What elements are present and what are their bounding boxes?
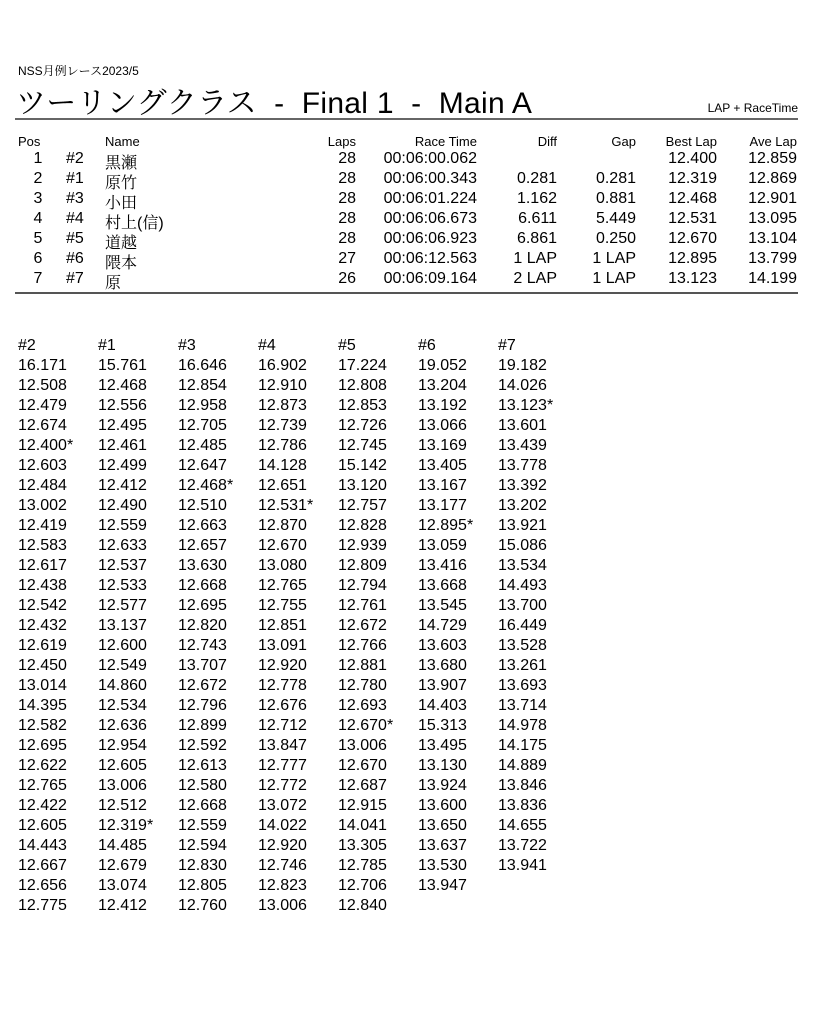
lap-time: 13.528 [498, 637, 547, 654]
lap-time: 12.840 [338, 897, 387, 914]
lap-time: 12.873 [258, 397, 307, 414]
lap-time: 12.695 [18, 737, 67, 754]
lap-time: 14.175 [498, 737, 547, 754]
cell-pos: 4 [33, 210, 43, 227]
lap-time: 12.531* [258, 497, 314, 514]
lap-time: 14.889 [498, 757, 547, 774]
lap-column-header: #7 [498, 337, 516, 354]
lap-time: 12.577 [98, 597, 147, 614]
lap-time: 12.556 [98, 397, 147, 414]
cell-pos: 6 [33, 250, 43, 267]
lap-time: 12.537 [98, 557, 147, 574]
lap-column-header: #6 [418, 337, 436, 354]
lap-time: 12.954 [98, 737, 147, 754]
col-laps: Laps [327, 134, 356, 149]
cell-num: #6 [66, 250, 84, 267]
lap-time: 13.091 [258, 637, 307, 654]
cell-gap: 1 LAP [592, 270, 636, 287]
lap-time: 12.670* [338, 717, 394, 734]
lap-time: 19.182 [498, 357, 547, 374]
lap-time: 12.830 [178, 857, 227, 874]
cell-gap: 0.881 [595, 190, 636, 207]
lap-time: 12.853 [338, 397, 387, 414]
lap-time: 14.860 [98, 677, 147, 694]
lap-time: 12.920 [258, 837, 307, 854]
lap-time: 12.910 [258, 377, 307, 394]
lap-time: 14.729 [418, 617, 467, 634]
lap-time: 12.778 [258, 677, 307, 694]
lap-time: 12.617 [18, 557, 67, 574]
lap-time: 12.805 [178, 877, 227, 894]
lap-time: 15.313 [418, 717, 467, 734]
lap-time: 12.485 [178, 437, 227, 454]
cell-best-lap: 12.670 [668, 230, 717, 247]
lap-time: 12.432 [18, 617, 67, 634]
lap-time: 13.261 [498, 657, 547, 674]
lap-time: 12.757 [338, 497, 387, 514]
lap-time: 12.676 [258, 697, 307, 714]
lap-time: 12.636 [98, 717, 147, 734]
lap-time: 13.921 [498, 517, 547, 534]
lap-time: 13.305 [338, 837, 387, 854]
lap-time: 13.169 [418, 437, 467, 454]
lap-time: 13.693 [498, 677, 547, 694]
lap-time: 12.679 [98, 857, 147, 874]
lap-time: 13.836 [498, 797, 547, 814]
lap-time: 16.646 [178, 357, 227, 374]
lap-time: 12.633 [98, 537, 147, 554]
cell-pos: 7 [33, 270, 43, 287]
lap-time: 13.006 [338, 737, 387, 754]
lap-time: 14.026 [498, 377, 547, 394]
lap-time: 12.594 [178, 837, 227, 854]
cell-race-time: 00:06:09.164 [383, 270, 477, 287]
lap-time: 12.668 [178, 577, 227, 594]
lap-time: 13.778 [498, 457, 547, 474]
col-race-time: Race Time [414, 134, 477, 149]
cell-name: 小田 [105, 195, 138, 212]
cell-laps: 28 [338, 230, 356, 247]
lap-time: 14.395 [18, 697, 67, 714]
lap-time: 12.755 [258, 597, 307, 614]
lap-time: 12.746 [258, 857, 307, 874]
lap-time: 12.619 [18, 637, 67, 654]
lap-column-header: #5 [338, 337, 356, 354]
table-row [0, 190, 820, 210]
lap-time: 12.915 [338, 797, 387, 814]
lap-time: 12.761 [338, 597, 387, 614]
lap-time: 12.712 [258, 717, 307, 734]
lap-column [498, 336, 578, 876]
lap-time: 13.439 [498, 437, 547, 454]
lap-time: 13.907 [418, 677, 467, 694]
lap-time: 19.052 [418, 357, 467, 374]
lap-time: 12.786 [258, 437, 307, 454]
lap-time: 13.495 [418, 737, 467, 754]
cell-ave-lap: 12.869 [748, 170, 797, 187]
lap-column-header: #3 [178, 337, 196, 354]
lap-time: 12.687 [338, 777, 387, 794]
lap-time: 12.412 [98, 897, 147, 914]
lap-time: 13.014 [18, 677, 67, 694]
cell-best-lap: 12.319 [668, 170, 717, 187]
lap-time: 12.622 [18, 757, 67, 774]
lap-time: 14.403 [418, 697, 467, 714]
lap-time: 12.533 [98, 577, 147, 594]
lap-time: 14.978 [498, 717, 547, 734]
cell-ave-lap: 13.799 [748, 250, 797, 267]
lap-time: 13.405 [418, 457, 467, 474]
cell-ave-lap: 12.901 [748, 190, 797, 207]
cell-diff: 0.281 [516, 170, 557, 187]
lap-column [178, 336, 258, 916]
lap-time: 13.530 [418, 857, 467, 874]
lap-time: 15.142 [338, 457, 387, 474]
lap-time: 12.603 [18, 457, 67, 474]
lap-time: 12.613 [178, 757, 227, 774]
cell-num: #2 [66, 150, 84, 167]
lap-column [418, 336, 498, 896]
lap-time: 12.760 [178, 897, 227, 914]
cell-name: 道越 [105, 235, 138, 252]
results-divider [15, 292, 798, 294]
cell-laps: 27 [338, 250, 356, 267]
lap-time: 12.672 [178, 677, 227, 694]
lap-time: 12.510 [178, 497, 227, 514]
lap-time: 12.794 [338, 577, 387, 594]
lap-time: 13.847 [258, 737, 307, 754]
lap-column [18, 336, 98, 916]
lap-time: 12.796 [178, 697, 227, 714]
lap-time: 12.674 [18, 417, 67, 434]
lap-time: 13.924 [418, 777, 467, 794]
lap-time: 13.123* [498, 397, 554, 414]
cell-race-time: 00:06:00.343 [383, 170, 477, 187]
lap-time: 13.947 [418, 877, 467, 894]
lap-time: 12.809 [338, 557, 387, 574]
cell-best-lap: 12.531 [668, 210, 717, 227]
cell-diff: 6.611 [518, 210, 557, 227]
lap-time: 12.777 [258, 757, 307, 774]
cell-gap: 0.281 [595, 170, 636, 187]
lap-time: 13.601 [498, 417, 547, 434]
lap-time: 13.714 [498, 697, 547, 714]
cell-diff: 6.861 [516, 230, 557, 247]
lap-time: 12.479 [18, 397, 67, 414]
lap-time: 13.700 [498, 597, 547, 614]
lap-column [338, 336, 418, 916]
cell-name: 原 [105, 275, 122, 292]
lap-time: 13.202 [498, 497, 547, 514]
lap-time: 13.637 [418, 837, 467, 854]
col-name: Name [105, 134, 140, 149]
lap-time: 12.668 [178, 797, 227, 814]
lap-time: 12.647 [178, 457, 227, 474]
cell-laps: 28 [338, 170, 356, 187]
lap-time: 12.854 [178, 377, 227, 394]
lap-time: 13.416 [418, 557, 467, 574]
cell-num: #4 [66, 210, 84, 227]
table-row [0, 250, 820, 270]
cell-race-time: 00:06:12.563 [383, 250, 477, 267]
lap-time: 13.392 [498, 477, 547, 494]
lap-time: 13.120 [338, 477, 387, 494]
lap-time: 13.066 [418, 417, 467, 434]
lap-time: 12.780 [338, 677, 387, 694]
lap-time: 12.765 [258, 577, 307, 594]
lap-time: 13.545 [418, 597, 467, 614]
lap-time: 12.766 [338, 637, 387, 654]
lap-time: 12.582 [18, 717, 67, 734]
cell-race-time: 00:06:00.062 [383, 150, 477, 167]
lap-time: 12.651 [258, 477, 307, 494]
lap-time: 13.846 [498, 777, 547, 794]
lap-time: 12.726 [338, 417, 387, 434]
cell-best-lap: 12.895 [668, 250, 717, 267]
lap-time: 12.461 [98, 437, 147, 454]
lap-time: 12.484 [18, 477, 67, 494]
lap-time: 12.870 [258, 517, 307, 534]
cell-laps: 28 [338, 190, 356, 207]
cell-laps: 28 [338, 210, 356, 227]
lap-time: 12.772 [258, 777, 307, 794]
lap-time: 12.559 [98, 517, 147, 534]
lap-time: 13.177 [418, 497, 467, 514]
lap-time: 12.693 [338, 697, 387, 714]
lap-time: 13.600 [418, 797, 467, 814]
lap-column-header: #4 [258, 337, 276, 354]
lap-time: 13.650 [418, 817, 467, 834]
cell-best-lap: 12.468 [668, 190, 717, 207]
lap-time: 14.485 [98, 837, 147, 854]
lap-time: 12.899 [178, 717, 227, 734]
lap-time: 13.006 [258, 897, 307, 914]
lap-time: 13.722 [498, 837, 547, 854]
lap-time: 12.785 [338, 857, 387, 874]
cell-ave-lap: 13.104 [748, 230, 797, 247]
cell-pos: 3 [33, 190, 43, 207]
col-diff: Diff [537, 134, 557, 149]
lap-time: 13.002 [18, 497, 67, 514]
col-gap: Gap [611, 134, 636, 149]
lap-time: 13.204 [418, 377, 467, 394]
table-row [0, 210, 820, 230]
col-ave-lap: Ave Lap [749, 134, 797, 149]
lap-time: 12.592 [178, 737, 227, 754]
lap-time: 12.542 [18, 597, 67, 614]
lap-time: 12.670 [338, 757, 387, 774]
lap-time: 12.422 [18, 797, 67, 814]
lap-time: 13.941 [498, 857, 547, 874]
lap-time: 12.400* [18, 437, 74, 454]
lap-time: 12.468 [98, 377, 147, 394]
cell-num: #1 [66, 170, 84, 187]
lap-time: 12.705 [178, 417, 227, 434]
lap-time: 14.041 [338, 817, 387, 834]
cell-num: #7 [66, 270, 84, 287]
lap-time: 13.006 [98, 777, 147, 794]
lap-time: 12.412 [98, 477, 147, 494]
cell-best-lap: 13.123 [668, 270, 717, 287]
cell-num: #3 [66, 190, 84, 207]
lap-time: 12.450 [18, 657, 67, 674]
lap-time: 12.419 [18, 517, 67, 534]
lap-time: 16.171 [18, 357, 67, 374]
lap-time: 12.663 [178, 517, 227, 534]
cell-name: 原竹 [105, 175, 138, 192]
lap-time: 12.319* [98, 817, 154, 834]
lap-time: 12.468* [178, 477, 234, 494]
lap-time: 12.600 [98, 637, 147, 654]
lap-time: 13.074 [98, 877, 147, 894]
lap-time: 15.086 [498, 537, 547, 554]
cell-num: #5 [66, 230, 84, 247]
cell-pos: 5 [33, 230, 43, 247]
lap-time: 12.512 [98, 797, 147, 814]
lap-column-header: #2 [18, 337, 36, 354]
lap-time: 13.534 [498, 557, 547, 574]
lap-column [258, 336, 338, 916]
table-row [0, 270, 820, 290]
cell-ave-lap: 14.199 [748, 270, 797, 287]
table-row [0, 170, 820, 190]
lap-time: 12.881 [338, 657, 387, 674]
lap-time: 12.534 [98, 697, 147, 714]
lap-time: 12.438 [18, 577, 67, 594]
lap-time: 12.490 [98, 497, 147, 514]
cell-name: 隈本 [105, 255, 138, 272]
col-pos: Pos [18, 134, 41, 149]
table-row [0, 230, 820, 250]
lap-time: 12.775 [18, 897, 67, 914]
lap-time: 12.549 [98, 657, 147, 674]
cell-name: 村上(信) [105, 215, 164, 232]
cell-race-time: 00:06:06.923 [383, 230, 477, 247]
table-row [0, 150, 820, 170]
report-mode-label: LAP + RaceTime [707, 101, 798, 115]
lap-time: 13.707 [178, 657, 227, 674]
lap-time: 13.603 [418, 637, 467, 654]
cell-diff: 1.162 [516, 190, 557, 207]
lap-time: 12.672 [338, 617, 387, 634]
lap-time: 12.851 [258, 617, 307, 634]
cell-race-time: 00:06:01.224 [383, 190, 477, 207]
lap-time: 12.656 [18, 877, 67, 894]
lap-time: 12.657 [178, 537, 227, 554]
lap-column-header: #1 [98, 337, 116, 354]
lap-time: 12.820 [178, 617, 227, 634]
lap-time: 12.605 [18, 817, 67, 834]
cell-gap: 5.449 [595, 210, 636, 227]
lap-time: 12.939 [338, 537, 387, 554]
lap-time: 13.059 [418, 537, 467, 554]
lap-time: 12.495 [98, 417, 147, 434]
lap-time: 12.605 [98, 757, 147, 774]
header-divider [15, 118, 798, 120]
lap-time: 12.583 [18, 537, 67, 554]
lap-time: 12.895* [418, 517, 474, 534]
lap-time: 12.670 [258, 537, 307, 554]
lap-time: 13.080 [258, 557, 307, 574]
lap-time: 12.739 [258, 417, 307, 434]
cell-diff: 1 LAP [513, 250, 557, 267]
lap-time: 15.761 [98, 357, 147, 374]
col-best-lap: Best Lap [665, 134, 717, 149]
event-subtitle: NSS月例レース2023/5 [18, 64, 139, 78]
lap-time: 12.808 [338, 377, 387, 394]
lap-time: 13.668 [418, 577, 467, 594]
lap-time: 12.743 [178, 637, 227, 654]
lap-time: 13.192 [418, 397, 467, 414]
lap-column [98, 336, 178, 916]
lap-time: 13.072 [258, 797, 307, 814]
cell-ave-lap: 12.859 [748, 150, 797, 167]
lap-time: 14.655 [498, 817, 547, 834]
lap-time: 12.828 [338, 517, 387, 534]
page-title: ツーリングクラス - Final 1 - Main A [16, 87, 533, 120]
lap-time: 12.765 [18, 777, 67, 794]
lap-time: 17.224 [338, 357, 387, 374]
cell-diff: 2 LAP [513, 270, 557, 287]
lap-time: 12.499 [98, 457, 147, 474]
lap-time: 12.695 [178, 597, 227, 614]
lap-time: 12.958 [178, 397, 227, 414]
lap-time: 12.823 [258, 877, 307, 894]
cell-pos: 2 [33, 170, 43, 187]
lap-time: 13.130 [418, 757, 467, 774]
cell-ave-lap: 13.095 [748, 210, 797, 227]
lap-time: 12.706 [338, 877, 387, 894]
lap-time: 12.508 [18, 377, 67, 394]
lap-time: 14.493 [498, 577, 547, 594]
lap-time: 14.443 [18, 837, 67, 854]
lap-time: 13.137 [98, 617, 147, 634]
lap-time: 12.667 [18, 857, 67, 874]
cell-gap: 0.250 [595, 230, 636, 247]
cell-best-lap: 12.400 [668, 150, 717, 167]
lap-time: 13.167 [418, 477, 467, 494]
lap-time: 13.630 [178, 557, 227, 574]
cell-gap: 1 LAP [592, 250, 636, 267]
cell-laps: 28 [338, 150, 356, 167]
lap-time: 12.745 [338, 437, 387, 454]
cell-name: 黒瀬 [105, 155, 138, 172]
lap-time: 12.920 [258, 657, 307, 674]
lap-time: 12.580 [178, 777, 227, 794]
lap-time: 14.128 [258, 457, 307, 474]
lap-time: 16.449 [498, 617, 547, 634]
lap-time: 12.559 [178, 817, 227, 834]
cell-race-time: 00:06:06.673 [383, 210, 477, 227]
lap-time: 14.022 [258, 817, 307, 834]
cell-pos: 1 [33, 150, 43, 167]
lap-time: 16.902 [258, 357, 307, 374]
cell-laps: 26 [338, 270, 356, 287]
lap-time: 13.680 [418, 657, 467, 674]
